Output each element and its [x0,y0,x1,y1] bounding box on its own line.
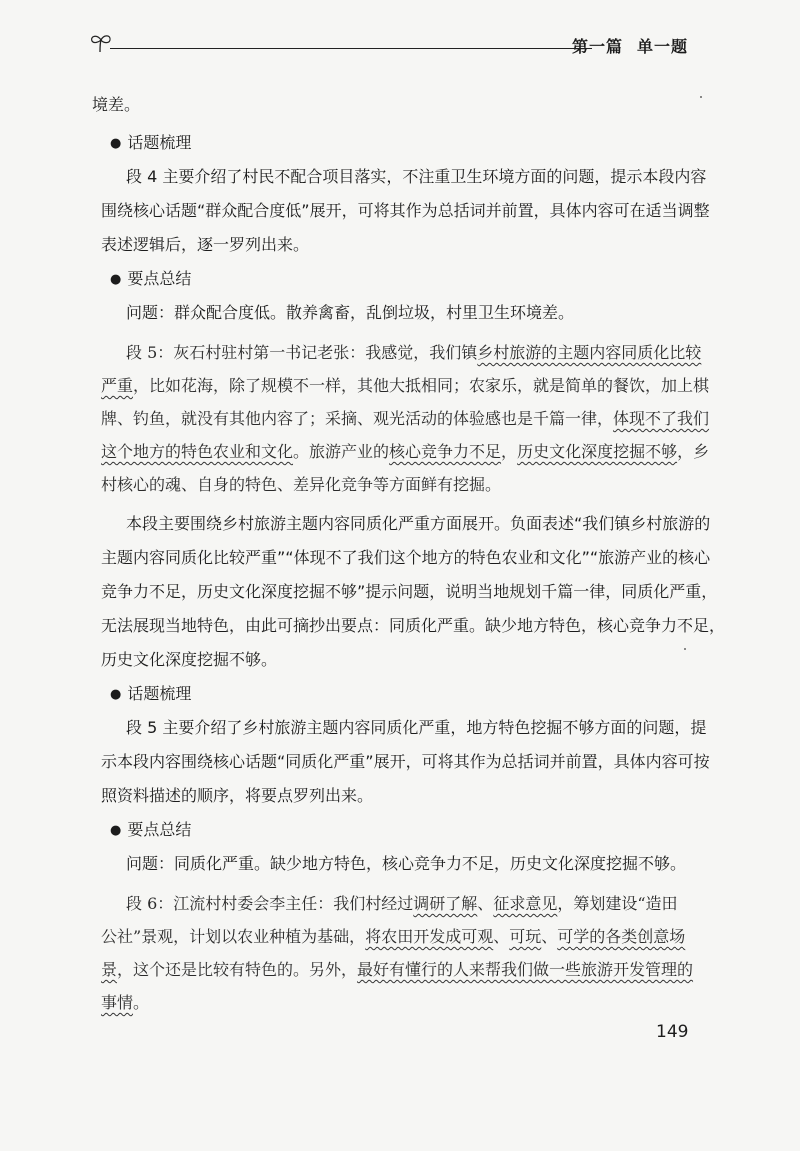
paragraph-line: 历史文化深度挖掘不够。 [101,650,278,669]
section-heading: ● 要点总结 [110,269,192,288]
paragraph-line: 表述逻辑后，逐一罗列出来。 [101,235,310,254]
underlined-phrase: 将农田开发成可观 [365,927,494,946]
bullet-icon: ● [110,136,122,151]
paragraph-line: 示本段内容围绕核心话题“同质化严重”展开，可将其作为总括词并前置，具体内容可按 [101,752,710,771]
section-heading: ● 话题梳理 [110,684,192,703]
chapter-title: 单一题 [636,37,688,56]
bullet-icon: ● [110,687,122,702]
underlined-phrase: 景 [101,960,118,979]
underlined-phrase: 核心竞争力不足 [389,442,502,461]
material-line: 牌、钓鱼，就没有其他内容了；采摘、观光活动的体验感也是千篇一律，体现不了我们 [101,409,710,428]
paragraph-line: 本段主要围绕乡村旅游主题内容同质化严重方面展开。负面表述“我们镇乡村旅游的 [126,514,711,533]
underlined-phrase: 这个地方的特色农业和文化 [101,442,294,461]
underlined-phrase: 可玩 [509,927,542,946]
paragraph-line: 境差。 [92,95,141,114]
material-line: 段 6：江流村村委会李主任：我们村经过调研了解、征求意见，筹划建设“造田 [126,894,678,913]
scan-speck [684,648,686,650]
underlined-phrase: 乡村旅游的主题内容同质化比较 [477,343,702,362]
bullet-icon: ● [110,823,122,838]
underlined-phrase: 征求意见 [493,894,558,913]
paragraph-line: 围绕核心话题“群众配合度低”展开，可将其作为总括词并前置，具体内容可在适当调整 [101,201,710,220]
paragraph-line: 主题内容同质化比较严重”“体现不了我们这个地方的特色农业和文化”“旅游产业的核心 [101,548,711,567]
running-header [88,28,698,58]
section-heading: ● 话题梳理 [110,133,192,152]
section-heading: ● 要点总结 [110,820,192,839]
header-rule [110,48,592,49]
underlined-phrase: 严重 [101,376,134,395]
underlined-phrase: 调研了解 [413,894,478,913]
part-title: 第一篇 [571,37,623,56]
material-line: 景，这个还是比较有特色的。另外，最好有懂行的人来帮我们做一些旅游开发管理的 [101,960,694,979]
paragraph-line: 问题：同质化严重。缺少地方特色，核心竞争力不足，历史文化深度挖掘不够。 [126,854,687,873]
running-title [572,34,688,57]
underlined-phrase: 历史文化深度挖掘不够 [517,442,678,461]
sprout-icon [88,32,114,54]
material-line: 事情。 [101,993,150,1012]
paragraph-line: 竞争力不足，历史文化深度挖掘不够”提示问题，说明当地规划千篇一律，同质化严重， [101,582,718,601]
material-line: 村核心的魂、自身的特色、差异化竞争等方面鲜有挖掘。 [101,475,502,494]
bullet-icon: ● [110,272,122,287]
underlined-phrase: 可学的各类创意场 [557,927,686,946]
paragraph-line: 问题：群众配合度低。散养禽畜，乱倒垃圾，村里卫生环境差。 [126,303,575,322]
paragraph-line: 照资料描述的顺序，将要点罗列出来。 [101,786,374,805]
material-line: 严重，比如花海，除了规模不一样，其他大抵相同；农家乐，就是简单的餐饮，加上棋 [101,376,710,395]
paragraph-line: 无法展现当地特色，由此可摘抄出要点：同质化严重。缺少地方特色，核心竞争力不足， [101,616,726,635]
scan-speck [700,96,702,98]
underlined-phrase: 体现不了我们 [613,409,710,428]
paragraph-line: 段 5 主要介绍了乡村旅游主题内容同质化严重，地方特色挖掘不够方面的问题，提 [126,718,707,737]
material-line: 段 5：灰石村驻村第一书记老张：我感觉，我们镇乡村旅游的主题内容同质化比较 [126,343,702,362]
paragraph-line: 段 4 主要介绍了村民不配合项目落实，不注重卫生环境方面的问题，提示本段内容 [126,167,707,186]
material-line: 这个地方的特色农业和文化。旅游产业的核心竞争力不足，历史文化深度挖掘不够，乡 [101,442,710,461]
page-number: 149 [656,1022,689,1042]
underlined-phrase: 最好有懂行的人来帮我们做一些旅游开发管理的 [357,960,694,979]
underlined-phrase: 事情 [101,993,134,1012]
material-line: 公社”景观，计划以农业种植为基础，将农田开发成可观、可玩、可学的各类创意场 [101,927,686,946]
